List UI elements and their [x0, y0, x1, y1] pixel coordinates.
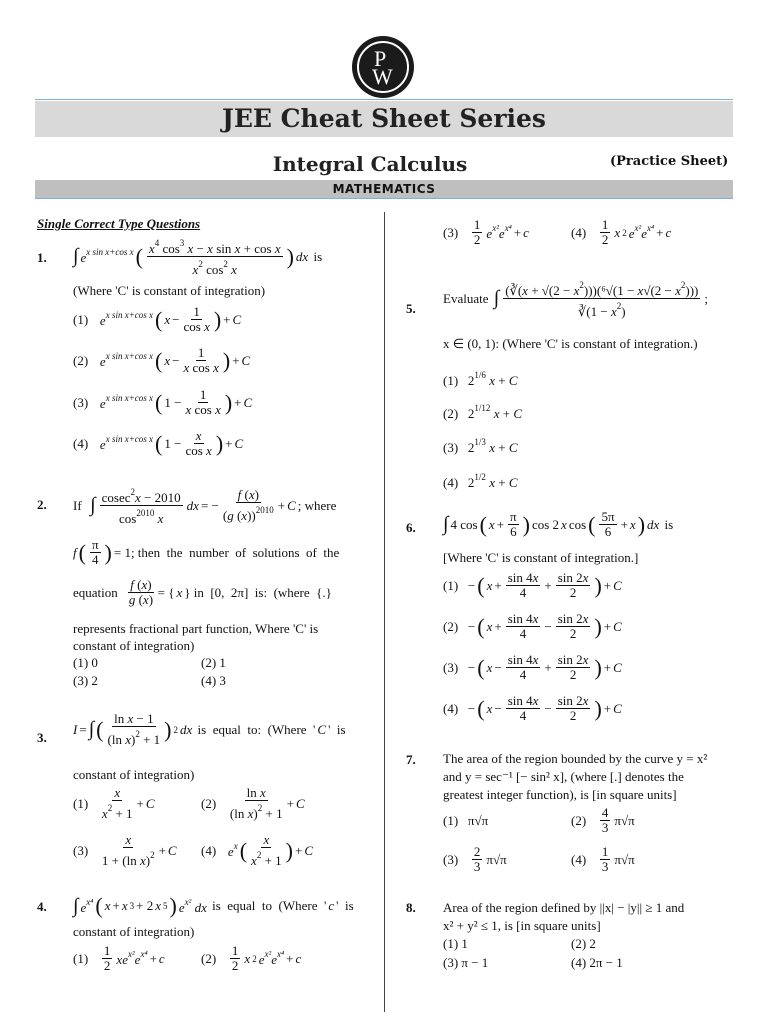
topic-title: Integral Calculus: [272, 152, 468, 176]
question-4-option-2[interactable]: (2) $\frac{1}{2}$ x 2 $e^{x^2}e^{x^4}$ + c: [201, 943, 302, 973]
question-1-option-1[interactable]: (1) $e^{x sin x+cos x}$ ( x − $\frac{1}{\text{cos x}}$ ) + C: [73, 304, 242, 334]
question-4-stem: ∫ $e^{x^4}$ ( x + x 3 + 2 x 5 ) $e^{x^2}$ dx is equal to (Where ' c ' is: [73, 893, 354, 918]
question-4-option-1[interactable]: (1) $\frac{1}{2}$ $xe^{x^2}e^{x^4}$ + c: [73, 943, 165, 973]
question-7-option-2[interactable]: (2) $\frac{4}{3}$ π√π: [571, 805, 635, 835]
question-2-option-2[interactable]: (2) 1: [201, 655, 226, 670]
question-1-note: (Where 'C' is constant of integration): [73, 283, 266, 298]
question-6-stem: ∫ 4 cos ( x + $\frac{\pi}{6}$ ) cos 2 x cos ( $\frac{5\pi}{6}$ + x ) dx is: [443, 509, 674, 539]
question-7-option-3[interactable]: (3) $\frac{2}{3}$ π√π: [443, 844, 507, 874]
question-8-option-4[interactable]: (4) 2π − 1: [571, 955, 623, 970]
question-4-option-4[interactable]: (4) $\frac{1}{2}$ x 2 $e^{x^2}e^{x^4}$ + c: [571, 217, 672, 247]
question-5-stem: Evaluate ∫ $\frac{(∛(x + √(2 - x^2)))(^6√(1 - x√(2 - x^2)))}{∛(1 - x^2)}$ ;: [443, 280, 709, 319]
question-number: 7.: [406, 752, 416, 767]
question-number: 6.: [406, 520, 416, 535]
question-6-option-1[interactable]: (1) − ( x + $\frac{\sin 4x}{4}$ + $\frac{\sin 2x}{2}$ ) + C: [443, 570, 622, 600]
question-6-option-3[interactable]: (3) − ( x − $\frac{\sin 4x}{4}$ + $\frac{\sin 2x}{2}$ ) + C: [443, 652, 622, 682]
question-5-option-3[interactable]: (3) $2^{1/3}$ x + C: [443, 437, 518, 455]
question-7-line-2: and y = sec⁻¹ [− sin² x], (where [.] denotes the: [443, 769, 684, 784]
question-8-option-3[interactable]: (3) π − 1: [443, 955, 489, 970]
question-2-option-4[interactable]: (4) 3: [201, 673, 226, 688]
pw-logo: [352, 36, 414, 98]
subject-rule: [35, 198, 733, 199]
question-5-option-4[interactable]: (4) $2^{1/2}$ x + C: [443, 472, 518, 490]
header-rule: [35, 99, 733, 100]
question-1-option-4[interactable]: (4) $e^{x sin x+cos x}$ ( 1 − $\frac{x}{\text{cos x}}$ ) + C: [73, 428, 244, 458]
question-7-option-4[interactable]: (4) $\frac{1}{3}$ π√π: [571, 844, 635, 874]
question-4-option-3[interactable]: (3) $\frac{1}{2}$ $e^{x^2}e^{x^4}$ + c: [443, 217, 529, 247]
column-divider: [384, 212, 385, 1012]
question-2-line-4: represents fractional part function, Where 'C' is: [73, 621, 319, 636]
logo-letter-w: W: [372, 64, 393, 89]
question-8-stem: Area of the region defined by ||x| − |y|| ≥ 1 and: [443, 900, 685, 915]
question-1-option-2[interactable]: (2) $e^{x sin x+cos x}$ ( x − $\frac{1}{\text{x cos x}}$ ) + C: [73, 345, 251, 375]
question-3-option-3[interactable]: (3) $\frac{x}{1 + (\ln x)^2}$ + C: [73, 832, 177, 868]
logo-letter-p: P: [374, 46, 387, 71]
question-6-line-2: [Where 'C' is constant of integration.]: [443, 550, 639, 565]
question-2-option-1[interactable]: (1) 0: [73, 655, 98, 670]
question-5-option-2[interactable]: (2) $2^{1/12}$ x + C: [443, 403, 522, 421]
question-7-line-3: greatest integer function), is [in square units]: [443, 787, 677, 802]
question-number: 4.: [37, 899, 47, 914]
question-3-option-2[interactable]: (2) $\frac{\text{ln x}}{(\ln x)^2 + 1}$ + C: [201, 785, 305, 821]
question-3-line-2: constant of integration): [73, 767, 195, 782]
question-1-stem: ∫ $e^{x sin x+cos x}$ ( $\frac{x^4 \cos^3 x - x \sin x + \cos x}{x^2 \cos^2 x}$ ) dx is: [73, 238, 323, 277]
question-8-option-1[interactable]: (1) 1: [443, 936, 468, 951]
question-6-option-4[interactable]: (4) − ( x − $\frac{\sin 4x}{4}$ − $\frac{\sin 2x}{2}$ ) + C: [443, 693, 622, 723]
series-title: JEE Cheat Sheet Series: [222, 104, 546, 133]
question-6-option-2[interactable]: (2) − ( x + $\frac{\sin 4x}{4}$ − $\frac{\sin 2x}{2}$ ) + C: [443, 611, 622, 641]
subject-label: MATHEMATICS: [332, 182, 436, 196]
question-2-line-3: equation $\frac{f (x)}{g (x)}$ = { x } in [0, 2π] is: (where {.}: [73, 577, 332, 607]
question-1-option-3[interactable]: (3) $e^{x sin x+cos x}$ ( 1 − $\frac{1}{\text{x cos x}}$ ) + C: [73, 387, 253, 417]
question-number: 8.: [406, 900, 416, 915]
question-2-line-5: constant of integration): [73, 638, 195, 653]
question-5-option-1[interactable]: (1) $2^{1/6}$ x + C: [443, 370, 518, 388]
question-2-option-3[interactable]: (3) 2: [73, 673, 98, 688]
question-4-line-2: constant of integration): [73, 924, 195, 939]
section-title: Single Correct Type Questions: [37, 216, 201, 231]
question-8-line-2: x² + y² ≤ 1, is [in square units]: [443, 918, 601, 933]
question-5-line-2: x ∈ (0, 1): (Where 'C' is constant of integration.): [443, 336, 698, 351]
question-3-option-1[interactable]: (1) $\frac{x}{x^2 + 1}$ + C: [73, 785, 155, 821]
question-7-stem: The area of the region bounded by the curve y = x²: [443, 751, 708, 766]
sheet-type-label: (Practice Sheet): [610, 154, 729, 169]
question-3-option-4[interactable]: (4) $e^x$ ( $\frac{x}{x^2 + 1}$ ) + C: [201, 832, 313, 868]
question-number: 2.: [37, 497, 47, 512]
question-8-option-2[interactable]: (2) 2: [571, 936, 596, 951]
question-number: 3.: [37, 730, 47, 745]
question-7-option-1[interactable]: (1) π√π: [443, 813, 489, 828]
question-2-line-2: f ( $\frac{\pi}{4}$ ) = 1; then the number of solutions of the: [73, 537, 340, 567]
question-number: 1.: [37, 250, 47, 265]
question-number: 5.: [406, 301, 416, 316]
question-3-stem: I = ∫ ( $\frac{\text{ln x − 1}}{(\ln x)^2 + 1}$ ) 2 dx is equal to: (Where ' C ' is: [73, 711, 346, 747]
question-2-stem: If ∫ $\frac{cosec^2x - 2010}{\cos^{2010} x}$ dx = − $\frac{f (x)}{(g (x))^{2010}}$ + C ; where: [73, 487, 337, 526]
